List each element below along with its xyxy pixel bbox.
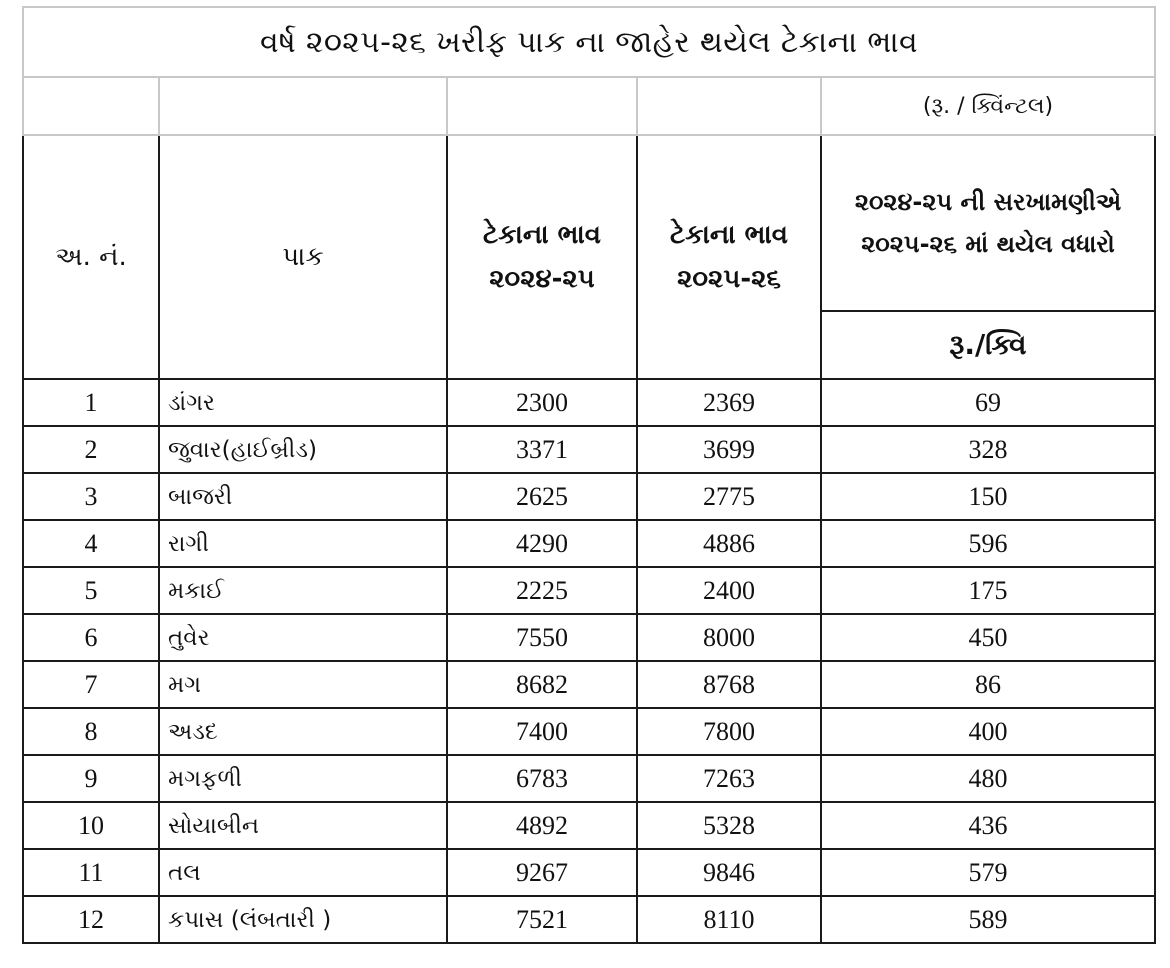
crop-cell: મગ	[159, 661, 447, 708]
msp-curr-cell: 9846	[637, 849, 821, 896]
serial-cell: 3	[23, 473, 159, 520]
msp-prev-cell: 7400	[447, 708, 637, 755]
serial-cell: 4	[23, 520, 159, 567]
increase-cell: 150	[821, 473, 1155, 520]
msp-prev-cell: 4290	[447, 520, 637, 567]
msp-prev-cell: 3371	[447, 426, 637, 473]
msp-table	[22, 6, 1156, 944]
table-title: વર્ષ ૨૦૨૫-૨૬ ખરીફ પાક ના જાહેર થયેલ ટેકાના ભાવ	[23, 7, 1155, 77]
header-crop: પાક	[159, 135, 447, 379]
msp-curr-cell: 8110	[637, 896, 821, 943]
crop-cell: રાગી	[159, 520, 447, 567]
serial-cell: 12	[23, 896, 159, 943]
serial-cell: 7	[23, 661, 159, 708]
crop-cell: અડદ	[159, 708, 447, 755]
crop-cell: તુવેર	[159, 614, 447, 661]
crop-cell: ડાંગર	[159, 379, 447, 426]
msp-prev-cell: 6783	[447, 755, 637, 802]
blank-cell	[637, 77, 821, 135]
increase-cell: 400	[821, 708, 1155, 755]
increase-cell: 328	[821, 426, 1155, 473]
header-msp-curr-line2: ૨૦૨૫-૨૬	[677, 264, 781, 294]
increase-cell: 589	[821, 896, 1155, 943]
msp-curr-cell: 7263	[637, 755, 821, 802]
table-row	[23, 567, 1155, 614]
table-row	[23, 755, 1155, 802]
header-increase-line1: ૨૦૨૪-૨૫ ની સરખામણીએ	[854, 188, 1122, 216]
msp-curr-cell: 8768	[637, 661, 821, 708]
table-row	[23, 379, 1155, 426]
table-row	[23, 849, 1155, 896]
crop-cell: તલ	[159, 849, 447, 896]
serial-cell: 8	[23, 708, 159, 755]
serial-cell: 10	[23, 802, 159, 849]
blank-cell	[159, 77, 447, 135]
msp-curr-cell: 7800	[637, 708, 821, 755]
blank-cell	[23, 77, 159, 135]
header-msp-prev-line2: ૨૦૨૪-૨૫	[489, 264, 595, 294]
header-msp-curr	[637, 135, 821, 379]
header-msp-curr-line1: ટેકાના ભાવ	[669, 220, 789, 250]
serial-cell: 1	[23, 379, 159, 426]
header-msp-prev-line1: ટેકાના ભાવ	[482, 220, 602, 250]
table-row	[23, 614, 1155, 661]
serial-cell: 6	[23, 614, 159, 661]
msp-prev-cell: 2300	[447, 379, 637, 426]
msp-document	[22, 6, 1154, 944]
table-row	[23, 661, 1155, 708]
header-increase-unit: રૂ./ક્વિ	[821, 311, 1155, 379]
msp-curr-cell: 8000	[637, 614, 821, 661]
increase-cell: 596	[821, 520, 1155, 567]
msp-prev-cell: 9267	[447, 849, 637, 896]
increase-cell: 480	[821, 755, 1155, 802]
header-increase-line2: ૨૦૨૫-૨૬ માં થયેલ વધારો	[861, 230, 1115, 258]
table-row	[23, 802, 1155, 849]
header-msp-prev	[447, 135, 637, 379]
msp-curr-cell: 2369	[637, 379, 821, 426]
msp-prev-cell: 7521	[447, 896, 637, 943]
header-serial: અ. નં.	[23, 135, 159, 379]
table-row	[23, 708, 1155, 755]
msp-prev-cell: 2225	[447, 567, 637, 614]
increase-cell: 579	[821, 849, 1155, 896]
serial-cell: 11	[23, 849, 159, 896]
serial-cell: 5	[23, 567, 159, 614]
msp-curr-cell: 4886	[637, 520, 821, 567]
crop-cell: બાજરી	[159, 473, 447, 520]
msp-prev-cell: 7550	[447, 614, 637, 661]
increase-cell: 86	[821, 661, 1155, 708]
unit-note: (રૂ. / ક્વિંન્ટલ)	[821, 77, 1155, 135]
msp-curr-cell: 5328	[637, 802, 821, 849]
msp-prev-cell: 2625	[447, 473, 637, 520]
msp-prev-cell: 4892	[447, 802, 637, 849]
increase-cell: 436	[821, 802, 1155, 849]
msp-curr-cell: 2400	[637, 567, 821, 614]
crop-cell: મકાઈ	[159, 567, 447, 614]
table-row	[23, 473, 1155, 520]
header-increase	[821, 135, 1155, 311]
crop-cell: કપાસ (લંબતારી )	[159, 896, 447, 943]
blank-cell	[447, 77, 637, 135]
serial-cell: 9	[23, 755, 159, 802]
table-row	[23, 426, 1155, 473]
msp-curr-cell: 3699	[637, 426, 821, 473]
crop-cell: જુવાર(હાઈબ્રીડ)	[159, 426, 447, 473]
crop-cell: સોયાબીન	[159, 802, 447, 849]
increase-cell: 69	[821, 379, 1155, 426]
increase-cell: 175	[821, 567, 1155, 614]
msp-prev-cell: 8682	[447, 661, 637, 708]
table-row	[23, 520, 1155, 567]
increase-cell: 450	[821, 614, 1155, 661]
serial-cell: 2	[23, 426, 159, 473]
table-row	[23, 896, 1155, 943]
crop-cell: મગફળી	[159, 755, 447, 802]
msp-curr-cell: 2775	[637, 473, 821, 520]
